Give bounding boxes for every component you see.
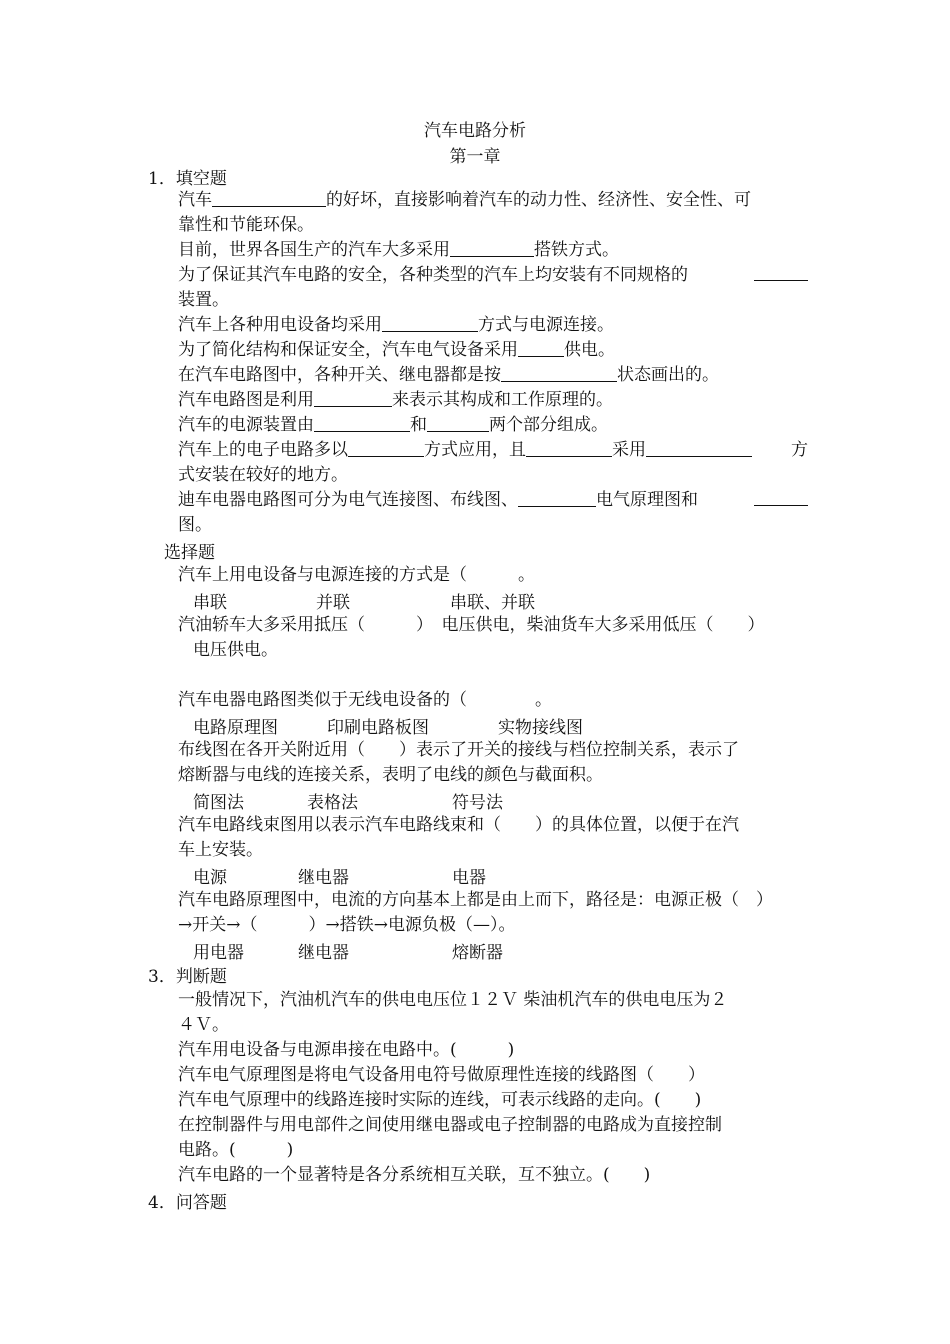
- section-heading-true-false: 3．判断题: [148, 967, 227, 987]
- fill-question-2: 目前，世界各国生产的汽车大多采用 搭铁方式。: [178, 240, 619, 260]
- answer-blank: [754, 263, 808, 281]
- choice-question-6: 汽车电路原理图中，电流的方向基本上都是由上而下，路径是：电源正极（ ）: [178, 890, 773, 910]
- answer-blank: [646, 439, 752, 457]
- choice-question-4: 布线图在各开关附近用（ ）表示了开关的接线与档位控制关系，表示了: [178, 740, 739, 760]
- fill-question-7: 汽车电路图是利用 来表示其构成和工作原理的。: [178, 390, 613, 410]
- choice-question-4-cont: 熔断器与电线的连接关系，表明了电线的颜色与截面积。: [178, 765, 603, 785]
- fill-question-10: 迪车电器电路图可分为电气连接图、布线图、 电气原理图和: [178, 488, 808, 513]
- document-title: 汽车电路分析: [424, 121, 526, 141]
- answer-blank: [754, 488, 808, 506]
- fill-question-5: 为了简化结构和保证安全，汽车电气设备采用 供电。: [178, 340, 615, 360]
- choice-option: 表格法: [307, 793, 358, 813]
- choice-option: 符号法: [452, 793, 503, 813]
- choice-option: 串联、并联: [450, 593, 535, 613]
- choice-option: 继电器: [298, 868, 349, 888]
- choice-question-6-cont: →开关→（ ）→搭铁→电源负极（—）。: [178, 915, 516, 935]
- tf-question-4: 汽车电气原理中的线路连接时实际的连线，可表示线路的走向。( ): [178, 1090, 702, 1110]
- choice-option: 电源: [193, 868, 227, 888]
- fill-question-8: 汽车的电源装置由 和 两个部分组成。: [178, 415, 608, 435]
- answer-blank: [382, 314, 478, 332]
- answer-blank: [314, 414, 410, 432]
- fill-question-6: 在汽车电路图中，各种开关、继电器都是按 状态画出的。: [178, 365, 719, 385]
- choice-option: 实物接线图: [498, 718, 583, 738]
- chapter-title: 第一章: [449, 147, 501, 167]
- answer-blank: [526, 439, 612, 457]
- answer-blank: [518, 339, 564, 357]
- choice-question-1: 汽车上用电设备与电源连接的方式是（ 。: [178, 565, 535, 585]
- tf-question-5: 在控制器件与用电部件之间使用继电器或电子控制器的电路成为直接控制: [178, 1115, 722, 1135]
- section-heading-choice: 选择题: [164, 543, 215, 563]
- fill-question-1: 汽车 的好坏，直接影响着汽车的动力性、经济性、安全性、可: [178, 190, 751, 210]
- choice-option: 并联: [316, 593, 350, 613]
- answer-blank: [518, 489, 596, 507]
- choice-question-3: 汽车电器电路图类似于无线电设备的（ 。: [178, 690, 552, 710]
- tf-question-6: 汽车电路的一个显著特是各分系统相互关联，互不独立。( ): [178, 1165, 651, 1185]
- tf-question-1: 一般情况下，汽油机汽车的供电电压位１２Ｖ 柴油机汽车的供电电压为２: [178, 990, 728, 1010]
- tf-question-2: 汽车用电设备与电源串接在电路中。( ): [178, 1040, 515, 1060]
- fill-question-3: 为了保证其汽车电路的安全，各种类型的汽车上均安装有不同规格的: [178, 263, 808, 288]
- choice-option: 继电器: [298, 943, 349, 963]
- choice-option: 简图法: [193, 793, 244, 813]
- fill-question-9: 汽车上的电子电路多以 方式应用，且 采用 方: [178, 440, 808, 460]
- answer-blank: [427, 414, 489, 432]
- choice-question-5-cont: 车上安装。: [178, 840, 263, 860]
- choice-option: 印刷电路板图: [327, 718, 429, 738]
- answer-blank: [314, 389, 392, 407]
- answer-blank: [501, 364, 617, 382]
- fill-question-4: 汽车上各种用电设备均采用 方式与电源连接。: [178, 315, 614, 335]
- answer-blank: [348, 439, 424, 457]
- tf-question-3: 汽车电气原理图是将电气设备用电符号做原理性连接的线路图（ ）: [178, 1065, 705, 1085]
- tf-question-1-cont: ４Ｖ。: [178, 1015, 229, 1035]
- fill-question-10-cont: 图。: [178, 515, 212, 535]
- choice-option: 电路原理图: [193, 718, 278, 738]
- answer-blank: [212, 189, 326, 207]
- choice-question-2: 汽油轿车大多采用抵压（ ） 电压供电，柴油货车大多采用低压（ ）: [178, 615, 765, 635]
- choice-option: 串联: [193, 593, 227, 613]
- answer-blank: [450, 239, 534, 257]
- choice-question-5: 汽车电路线束图用以表示汽车电路线束和（ ）的具体位置，以便于在汽: [178, 815, 739, 835]
- choice-question-2-cont: 电压供电。: [193, 640, 278, 660]
- fill-question-1-cont: 靠性和节能环保。: [178, 215, 314, 235]
- section-heading-fill-in: 1．填空题: [148, 169, 227, 189]
- fill-question-3-cont: 装置。: [178, 290, 229, 310]
- choice-option: 用电器: [193, 943, 244, 963]
- choice-option: 电器: [452, 868, 486, 888]
- tf-question-5-cont: 电路。( ): [178, 1140, 294, 1160]
- section-heading-short-answer: 4．问答题: [148, 1193, 227, 1213]
- fill-question-9-cont: 式安装在较好的地方。: [178, 465, 348, 485]
- choice-option: 熔断器: [452, 943, 503, 963]
